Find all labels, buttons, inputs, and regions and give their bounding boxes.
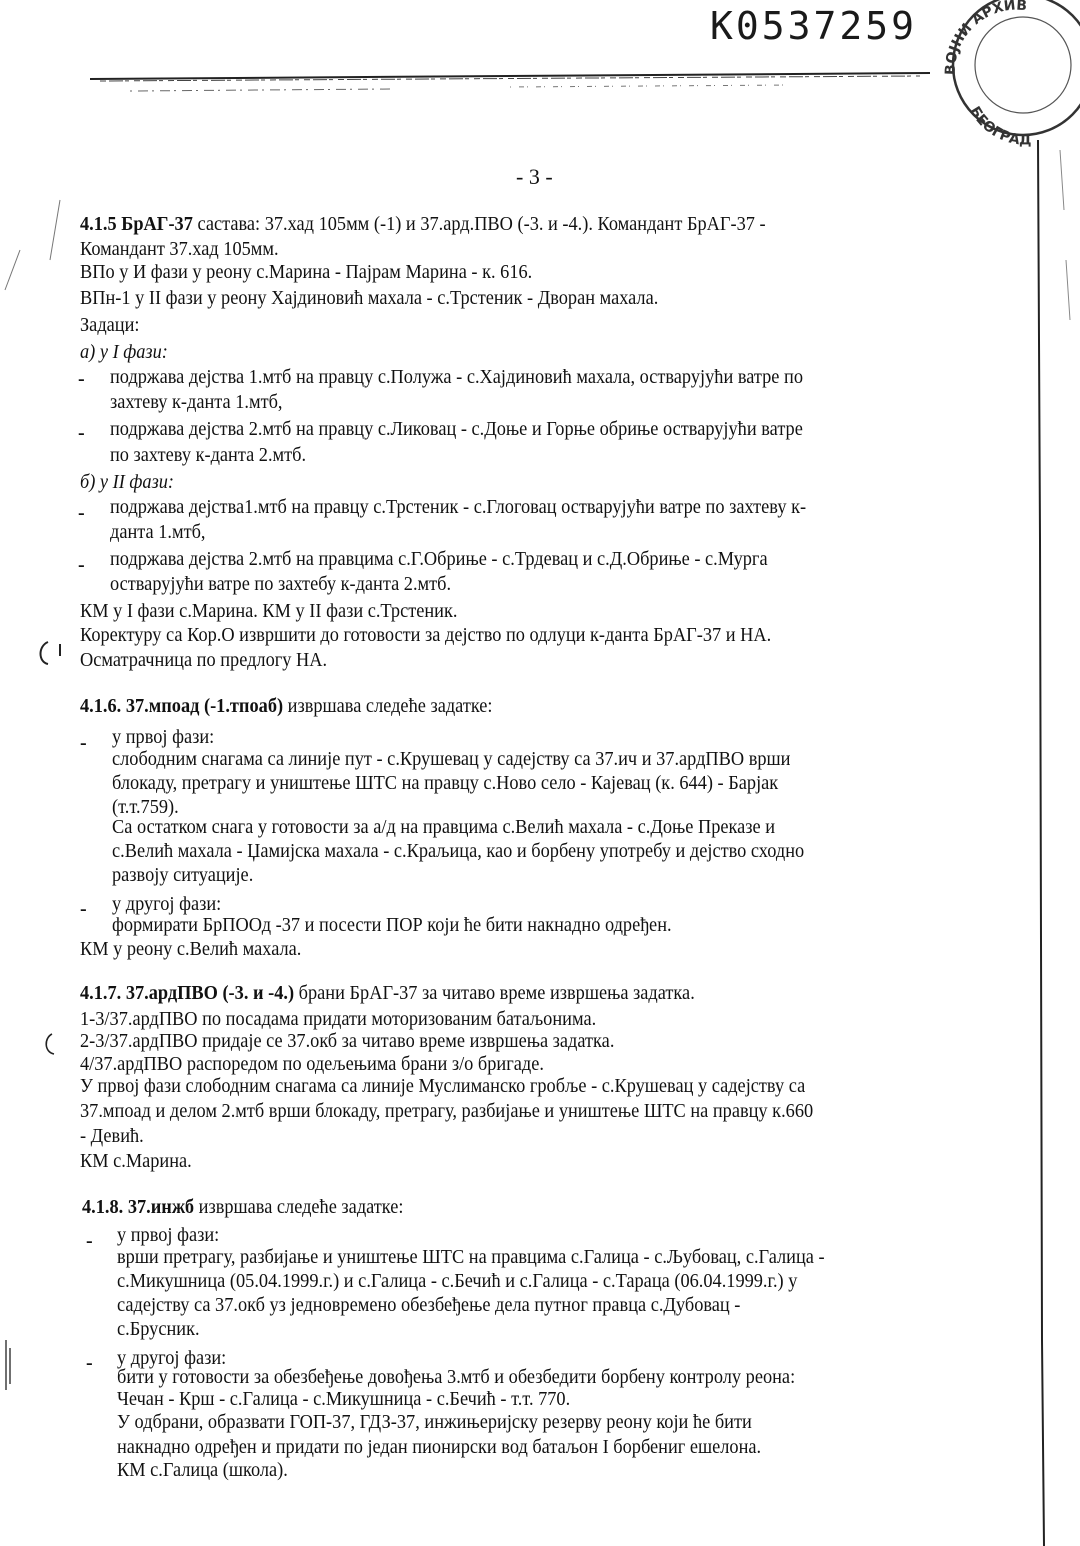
- svg-text:ВОЈНИ АРХИВ: [943, 0, 1028, 75]
- s417-heading-line: [80, 982, 695, 1006]
- s418-p1-line-4: с.Брусник.: [117, 1319, 200, 1340]
- bullet-dash: -: [80, 732, 87, 754]
- s417-line-4: У првој фази слободним снагама са линије Муслиманско гробље - с.Крушевац у садејству са: [80, 1076, 806, 1097]
- bullet-dash: -: [86, 1352, 93, 1374]
- s418-p1-line-3: садејству са 37.окб уз једновремено обезбеђење дела путног правца с.Дубовац -: [117, 1295, 741, 1316]
- scan-artifact-bar: [90, 45, 930, 105]
- s415-b2-line-1: подржава дејства 2.мтб на правцима с.Г.Обриње - с.Трдевац и с.Д.Обриње - с.Мурга: [110, 549, 768, 570]
- s416-p1-line-1: слободним снагама са линије пут - с.Крушевац у садејству са 37.ич и 37.ардПВО врши: [112, 749, 791, 770]
- stamp-text-top: ВОЈНИ АРХИВ: [942, 0, 1028, 76]
- s417-heading: 4.1.7. 37.ардПВО (-3. и -4.): [80, 983, 295, 1004]
- s418-heading-line: [82, 1196, 403, 1220]
- document-number: K0537259: [710, 4, 918, 48]
- s415-b1-line-2: данта 1.мтб,: [110, 522, 206, 543]
- bullet-dash: -: [78, 368, 85, 390]
- stamp-text-bottom: БЕОГРАД: [966, 103, 1032, 149]
- s415-phase-b: б) у II фази:: [80, 472, 175, 493]
- s418-p2-line-5: КМ с.Галица (школа).: [117, 1460, 288, 1481]
- s415-a2-line-2: по захтеву к-данта 2.мтб.: [110, 445, 307, 466]
- s416-phase-1: у првој фази:: [112, 727, 215, 748]
- s415-a1-line-2: захтеву к-данта 1.мтб,: [110, 392, 283, 413]
- s418-phase-2: у другој фази:: [117, 1348, 227, 1369]
- s415-phase-a: а) у I фази:: [80, 342, 168, 363]
- s415-osmatracnica: Осматрачница по предлогу НА.: [80, 650, 328, 671]
- s416-phase-2: у другој фази:: [112, 894, 222, 915]
- bullet-dash: -: [78, 502, 85, 524]
- s415-heading-rest: састава: 37.хад 105мм (-1) и 37.ард.ПВО (-3. и -4.). Командант БрАГ-37 -: [192, 214, 766, 235]
- s416-heading-line: [80, 695, 493, 719]
- bullet-dash: -: [86, 1230, 93, 1252]
- bullet-dash: -: [80, 898, 87, 920]
- s416-p1-line-5: с.Велић махала - Џамијска махала - с.Краљица, као и борбену употребу и дејство сходно: [112, 841, 805, 862]
- s416-p1-line-6: развоју ситуације.: [112, 865, 254, 886]
- s418-heading-rest: извршава следеће задатке:: [194, 1197, 404, 1218]
- s418-p2-line-2: Чечан - Крш - с.Галица - с.Микушница - с.Бечић - т.т. 770.: [117, 1389, 571, 1410]
- s415-km: КМ у I фази с.Марина. КМ у II фази с.Трстеник.: [80, 601, 458, 622]
- s416-p1-line-4: Са остатком снага у готовости за а/д на правцима с.Велић махала - с.Доње Преказе и: [112, 817, 776, 838]
- s416-heading-rest: извршава следеће задатке:: [283, 696, 493, 717]
- s417-heading-rest: брани БрАГ-37 за читаво време извршења задатка.: [294, 983, 695, 1004]
- page-number: - 3 -: [516, 164, 553, 189]
- s415-a1-line-1: подржава дејства 1.мтб на правцу с.Полужа - с.Хајдиновић махала, остварујући ватре по: [110, 367, 804, 388]
- margin-marks: [0, 0, 80, 1546]
- s416-km: КМ у реону с.Велић махала.: [80, 939, 302, 960]
- s416-p1-line-3: (т.т.759).: [112, 797, 179, 818]
- s417-line-3: 4/37.ардПВО распоредом по одељењима брани з/о бригаде.: [80, 1054, 544, 1075]
- s415-line-1: [80, 213, 766, 237]
- s418-heading: 4.1.8. 37.инжб: [82, 1197, 195, 1218]
- page-edge-shadow: [1020, 140, 1080, 1546]
- archive-stamp: [935, 0, 1080, 155]
- s415-a2-line-1: подржава дејства 2.мтб на правцу с.Ликовац - с.Доње и Горње обриње остварујући ватре: [110, 419, 803, 440]
- s415-heading: 4.1.5 БрАГ-37: [80, 214, 193, 235]
- s416-p2-line-1: формирати БрПООд -37 и посести ПОР који ће бити накнадно одређен.: [112, 915, 672, 936]
- s417-line-6: - Девић.: [80, 1126, 144, 1147]
- s416-heading: 4.1.6. 37.мпоад (-1.тпоаб): [80, 696, 284, 717]
- s417-line-1: 1-3/37.ардПВО по посадама придати моторизованим батаљонима.: [80, 1009, 597, 1030]
- s418-p2-line-4: накнадно одређен и придати по један пионирски вод батаљон I борбениг ешелона.: [117, 1437, 762, 1458]
- s415-line-2: Командант 37.хад 105мм.: [80, 239, 279, 260]
- s415-b1-line-1: подржава дејства1.мтб на правцу с.Трстеник - с.Глоговац остварујући ватре по захтеву к-: [110, 497, 807, 518]
- s415-b2-line-2: остварујући ватре по захтебу к-данта 2.мтб.: [110, 574, 452, 595]
- s418-p2-line-1: бити у готовости за обезбеђење довођења 3.мтб и обезбедити борбену контролу реона:: [117, 1367, 796, 1388]
- s418-p1-line-1: врши претрагу, разбијање и уништење ШТС на правцима с.Галица - с.Љубовац, с.Галица -: [117, 1247, 825, 1268]
- s415-line-5: Задаци:: [80, 315, 140, 336]
- s418-phase-1: у првој фази:: [117, 1225, 220, 1246]
- s418-p1-line-2: с.Микушница (05.04.1999.г.) и с.Галица - с.Бечић и с.Галица - с.Тараца (06.04.1999.г.) у: [117, 1271, 798, 1292]
- s416-p1-line-2: блокаду, претрагу и уништење ШТС на правцу с.Ново село - Кајевац (к. 644) - Барјак: [112, 773, 779, 794]
- s415-line-3: ВПо у И фази у реону с.Марина - Пајрам Марина - к. 616.: [80, 262, 533, 283]
- s417-line-5: 37.мпоад и делом 2.мтб врши блокаду, претрагу, разбијање и уништење ШТС на правцу к.660: [80, 1101, 814, 1122]
- s417-line-2: 2-3/37.ардПВО придаје се 37.окб за читаво време извршења задатка.: [80, 1031, 615, 1052]
- bullet-dash: -: [78, 554, 85, 576]
- s417-km: КМ с.Марина.: [80, 1151, 192, 1172]
- s415-korektura: Коректуру са Кор.О извршити до готовости за дејство по одлуци к-данта БрАГ-37 и НА.: [80, 625, 772, 646]
- s415-line-4: ВПн-1 у II фази у реону Хајдиновић махала - с.Трстеник - Дворан махала.: [80, 288, 659, 309]
- s418-p2-line-3: У одбрани, образвати ГОП-37, ГДЗ-37, инжињеријску резерву реону који ће бити: [117, 1412, 752, 1433]
- bullet-dash: -: [78, 422, 85, 444]
